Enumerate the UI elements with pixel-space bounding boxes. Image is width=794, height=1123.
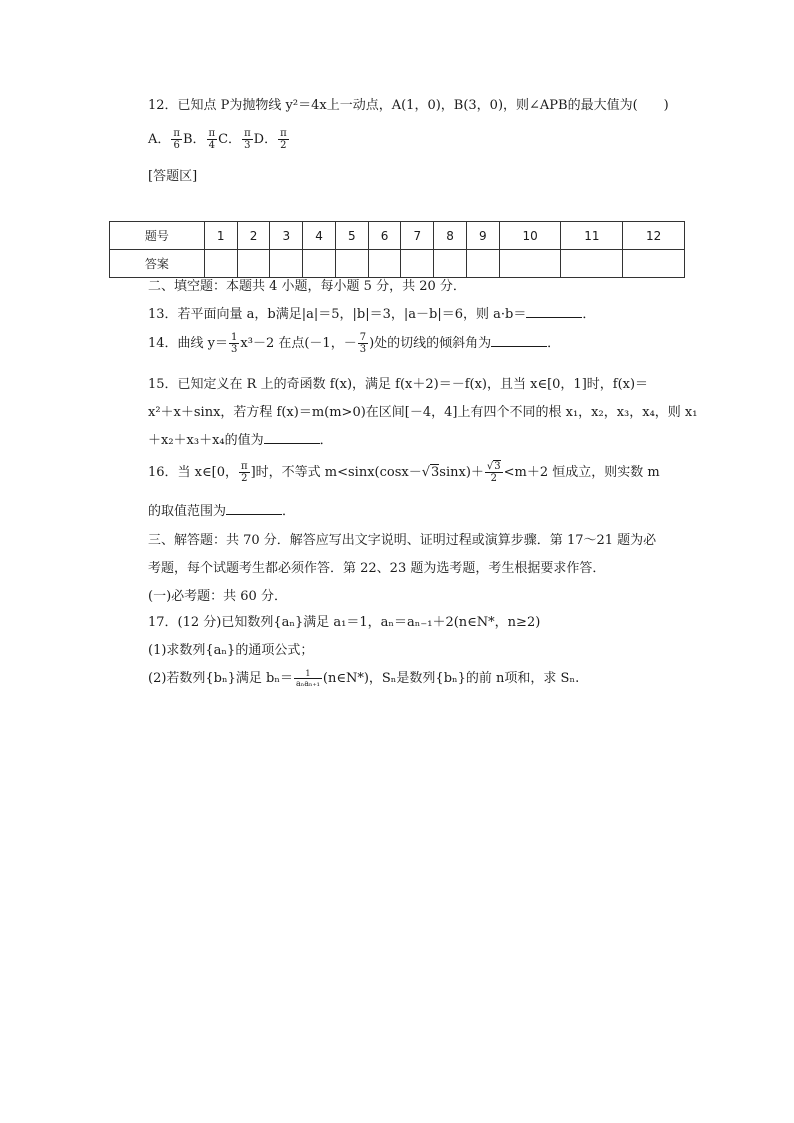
answer-cell[interactable]	[561, 250, 623, 278]
punctuation: ．	[547, 336, 561, 351]
question-15-line-1: 15．已知定义在 R 上的奇函数 f(x)，满足 f(x＋2)＝－f(x)，且当 x∈[0，1]时，f(x)＝	[148, 377, 649, 392]
option-a-label: A．	[148, 132, 171, 147]
table-row-answers	[110, 250, 685, 278]
answer-cell[interactable]	[237, 250, 270, 278]
answer-cell[interactable]	[466, 250, 499, 278]
fraction-pi-over-2: $\frac{\pi}{2}$	[240, 461, 248, 484]
question-17-part-2-suffix: (n∈N*)，Sₙ是数列{bₙ}的前 n项和，求 Sₙ.	[322, 671, 580, 686]
table-cell-number: 6	[368, 222, 401, 250]
table-cell-number: 2	[237, 222, 270, 250]
table-cell-number: 1	[204, 222, 237, 250]
option-a-fraction: $\frac{\pi}{6}$	[173, 128, 180, 151]
question-16-line-1	[148, 461, 660, 495]
question-14-suffix: )处的切线的倾斜角为	[369, 336, 492, 351]
required-section-heading: (一)必考题：共 60 分．	[148, 589, 287, 604]
punctuation: ．	[282, 504, 296, 519]
answer-cell[interactable]	[434, 250, 467, 278]
answer-cell[interactable]	[270, 250, 303, 278]
question-17-part-1: (1)求数列{aₙ}的通项公式；	[148, 643, 314, 658]
question-15-line-2: x²＋x＋sinx，若方程 f(x)＝m(m>0)在区间[－4，4]上有四个不同的根 x₁，x₂，x₃，x₄，则 x₁	[148, 405, 698, 420]
question-16-line-2-text: 的取值范围为	[148, 504, 227, 519]
answer-cell[interactable]	[204, 250, 237, 278]
answer-area-label: [答题区]	[148, 169, 198, 184]
question-16-prefix: 16．当 x∈[0，	[148, 465, 238, 480]
question-12-options	[148, 128, 290, 158]
section-2-heading: 二、填空题：本题共 4 小题，每小题 5 分，共 20 分．	[148, 279, 466, 294]
question-17-stem: 17．(12 分)已知数列{aₙ}满足 a₁＝1，aₙ＝aₙ₋₁＋2(n∈N*，n≥2)	[148, 615, 541, 630]
answer-blank[interactable]	[264, 431, 320, 444]
question-17-part-2-prefix: (2)若数列{bₙ}满足 bₙ＝	[148, 671, 293, 686]
table-cell-number: 12	[623, 222, 685, 250]
answer-cell[interactable]	[401, 250, 434, 278]
table-header-answer: 答案	[110, 250, 205, 278]
answer-cell[interactable]	[499, 250, 561, 278]
question-14-prefix: 14．曲线 y＝	[148, 336, 229, 351]
table-cell-number: 3	[270, 222, 303, 250]
question-14-mid: x³－2 在点(－1，－	[240, 336, 357, 351]
punctuation: ．	[582, 307, 596, 322]
table-cell-number: 5	[335, 222, 368, 250]
option-c-fraction: $\frac{\pi}{3}$	[244, 128, 251, 151]
question-16-mid: ]时，不等式 m<sinx(cosx－	[250, 465, 422, 480]
question-17-part-2	[148, 669, 579, 703]
answer-blank[interactable]	[491, 334, 547, 347]
option-c-label: C．	[218, 132, 242, 147]
option-d-fraction: $\frac{\pi}{2}$	[280, 128, 287, 151]
table-cell-number: 11	[561, 222, 623, 250]
answer-cell[interactable]	[623, 250, 685, 278]
answer-cell[interactable]	[335, 250, 368, 278]
answer-cell[interactable]	[368, 250, 401, 278]
question-13	[148, 305, 595, 325]
option-b-label: B．	[182, 132, 206, 147]
question-16-line-2	[148, 502, 295, 522]
question-12-stem: 12．已知点 P为抛物线 y²＝4x上一动点，A(1，0)，B(3，0)，则∠APB的最大值为( )	[148, 98, 669, 113]
table-header-number: 题号	[110, 222, 205, 250]
answer-blank[interactable]	[526, 305, 582, 318]
table-cell-number: 7	[401, 222, 434, 250]
section-3-line-2: 考题，每个试题考生都必须作答．第 22、23 题为选考题，考生根据要求作答．	[148, 561, 606, 576]
answer-cell[interactable]	[303, 250, 336, 278]
question-15-line-3-text: ＋x₂＋x₃＋x₄的值为	[148, 433, 264, 448]
sqrt-radicand: 3	[431, 465, 440, 480]
option-d-label: D．	[253, 132, 278, 147]
question-14	[148, 332, 560, 366]
question-16-suffix: <m＋2 恒成立，则实数 m	[503, 465, 660, 480]
punctuation: ．	[319, 433, 333, 448]
question-16-mid2: sinx)＋	[439, 465, 484, 480]
table-cell-number: 4	[303, 222, 336, 250]
section-3-line-1: 三、解答题：共 70 分．解答应写出文字说明、证明过程或演算步骤．第 17～21 题为必	[148, 533, 657, 548]
fraction-b-n: $\frac{1}{\text{aₙaₙ₊₁}}$	[295, 669, 320, 688]
table-row-numbers	[110, 222, 685, 250]
sqrt-symbol: √	[421, 465, 430, 480]
option-b-fraction: $\frac{\pi}{4}$	[208, 128, 216, 151]
answer-table	[109, 221, 685, 278]
fraction-one-third: $\frac{1}{3}$	[231, 332, 238, 355]
table-cell-number: 8	[434, 222, 467, 250]
question-13-text: 13．若平面向量 a，b满足|a|＝5，|b|＝3，|a－b|＝6，则 a·b＝	[148, 307, 527, 322]
table-cell-number: 9	[466, 222, 499, 250]
fraction-sqrt3-over-2: $\frac{√3}{2}$	[486, 461, 501, 484]
table-cell-number: 10	[499, 222, 561, 250]
question-15-line-3	[148, 431, 333, 451]
answer-blank[interactable]	[226, 502, 282, 515]
fraction-seven-thirds: $\frac{7}{3}$	[359, 332, 367, 355]
